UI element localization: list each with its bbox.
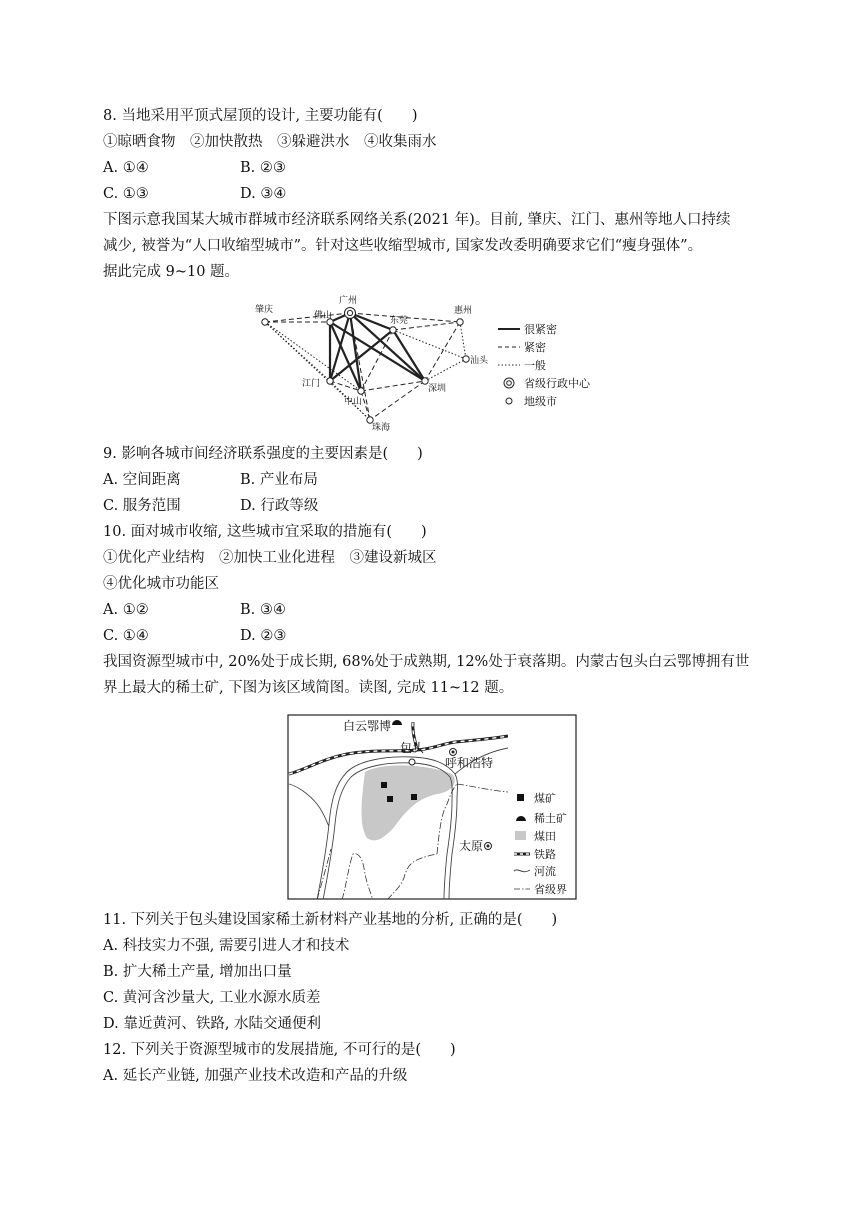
node-zhaoqing <box>262 319 268 325</box>
legend-coal-mine-icon <box>517 794 524 801</box>
very-close-links <box>330 313 425 391</box>
coal-mine-1 <box>381 782 387 788</box>
node-jiangmen <box>327 378 333 384</box>
label-baiyunebo: 白云鄂博 <box>343 719 392 733</box>
intro11-line-1: 我国资源型城市中, 20%处于成长期, 68%处于成熟期, 12%处于衰落期。内蒙古包头白云鄂博拥有世 <box>103 654 750 670</box>
legend-rare-earth: 稀土矿 <box>534 812 567 825</box>
q8-stem: 8. 当地采用平顶式屋顶的设计, 主要功能有( ) <box>103 108 418 124</box>
legend-coal-field-icon <box>515 831 526 840</box>
q12-stem: 12. 下列关于资源型城市的发展措施, 不可行的是( ) <box>103 1042 456 1058</box>
q10-option-d: D. ②③ <box>240 628 287 644</box>
legend-coal-field: 煤田 <box>534 830 556 843</box>
q9-option-b: B. 产业布局 <box>240 472 318 488</box>
label-hohhot: 呼和浩特 <box>445 756 494 770</box>
q8-option-a: A. ①④ <box>103 160 149 176</box>
q10-items-2: ④优化城市功能区 <box>103 576 219 592</box>
intro9-line-2: 减少, 被誉为“人口收缩型城市”。针对这些收缩型城市, 国家发改委明确要求它们“瘦身强体”。 <box>103 238 703 254</box>
figure1-legend <box>498 322 591 408</box>
q12-option-a: A. 延长产业链, 加强产业技术改造和产品的升级 <box>103 1068 408 1084</box>
label-zhaoqing: 肇庆 <box>255 305 274 315</box>
label-taiyuan: 太原 <box>459 839 484 853</box>
label-zhuhai: 珠海 <box>372 423 391 433</box>
q9-stem: 9. 影响各城市间经济联系强度的主要因素是( ) <box>103 446 423 462</box>
node-shantou <box>463 356 469 362</box>
city-network-figure <box>250 292 620 434</box>
baotou-region-map <box>287 714 577 900</box>
node-dongguan <box>390 327 396 333</box>
legend-river: 河流 <box>534 865 556 878</box>
legend-coal-mine: 煤矿 <box>534 792 556 805</box>
label-shantou: 汕头 <box>470 356 489 366</box>
q11-option-a: A. 科技实力不强, 需要引进人才和技术 <box>103 938 350 954</box>
close-links <box>265 313 460 420</box>
legend-very-close: 很紧密 <box>524 323 557 336</box>
baotou-marker <box>409 759 415 765</box>
q10-items-1: ①优化产业结构 ②加快工业化进程 ③建设新城区 <box>103 550 437 566</box>
intro9-line-3: 据此完成 9~10 题。 <box>103 264 240 280</box>
node-guangzhou-inner <box>347 310 352 315</box>
label-shenzhen: 深圳 <box>428 384 447 394</box>
q10-option-c: C. ①④ <box>103 628 149 644</box>
label-zhongshan: 中山 <box>344 397 363 407</box>
label-foshan: 佛山 <box>314 311 333 321</box>
legend-boundary: 省级界 <box>534 883 567 896</box>
intro9-line-1: 下图示意我国某大城市群城市经济联系网络关系(2021 年)。目前, 肇庆、江门、惠州等地人口持续 <box>103 212 731 228</box>
legend-provincial: 省级行政中心 <box>524 377 590 390</box>
label-guangzhou: 广州 <box>339 296 358 306</box>
legend-railway: 铁路 <box>534 848 556 861</box>
node-zhongshan <box>358 388 364 394</box>
label-dongguan: 东莞 <box>390 316 409 326</box>
general-links <box>265 322 466 420</box>
q8-items: ①晾晒食物 ②加快散热 ③躲避洪水 ④收集雨水 <box>103 134 437 150</box>
q10-option-b: B. ③④ <box>240 602 286 618</box>
q10-option-a: A. ①② <box>103 602 149 618</box>
q10-stem: 10. 面对城市收缩, 这些城市宜采取的措施有( ) <box>103 524 427 540</box>
q11-option-d: D. 靠近黄河、铁路, 水陆交通便利 <box>103 1016 322 1032</box>
intro11-line-2: 界上最大的稀土矿, 下图为该区域简图。读图, 完成 11~12 题。 <box>103 680 514 696</box>
legend-close: 紧密 <box>524 341 546 354</box>
label-huizhou: 惠州 <box>454 306 473 316</box>
label-baotou: 包头 <box>400 741 425 755</box>
q11-option-b: B. 扩大稀土产量, 增加出口量 <box>103 964 292 980</box>
q9-option-d: D. 行政等级 <box>240 498 319 514</box>
q9-option-c: C. 服务范围 <box>103 498 181 514</box>
legend-general: 一般 <box>524 359 546 372</box>
q8-option-d: D. ③④ <box>240 186 287 202</box>
node-huizhou <box>457 319 463 325</box>
q8-option-b: B. ②③ <box>240 160 286 176</box>
coal-mine-3 <box>411 794 417 800</box>
coal-mine-2 <box>387 796 393 802</box>
q11-stem: 11. 下列关于包头建设国家稀土新材料产业基地的分析, 正确的是( ) <box>103 912 558 928</box>
q9-option-a: A. 空间距离 <box>103 472 181 488</box>
legend-prefecture: 地级市 <box>524 395 557 408</box>
q11-option-c: C. 黄河含沙量大, 工业水源水质差 <box>103 990 321 1006</box>
legend-prefecture-icon <box>506 398 512 404</box>
label-jiangmen: 江门 <box>302 379 321 389</box>
q8-option-c: C. ①③ <box>103 186 149 202</box>
